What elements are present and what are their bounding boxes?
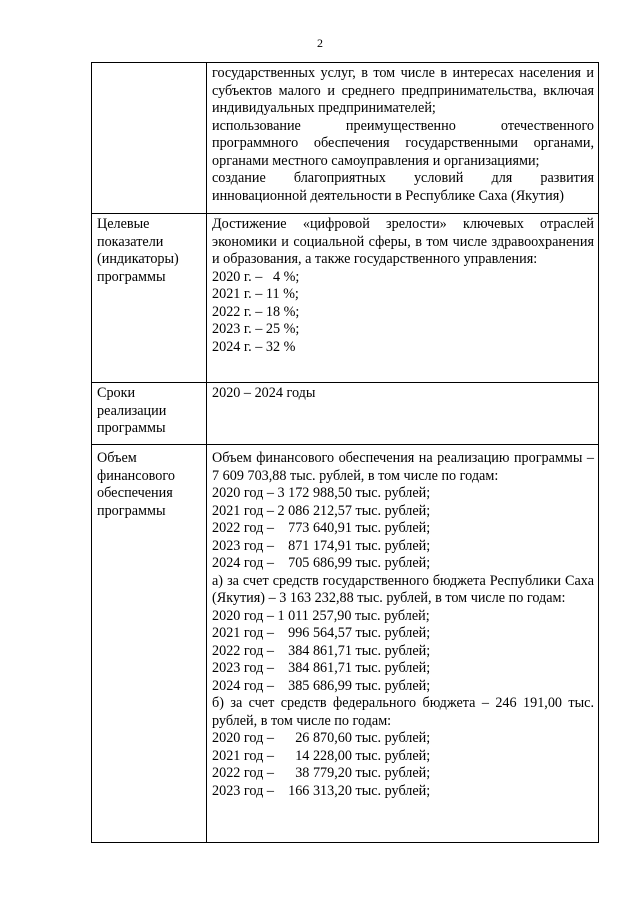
page-number: 2 (317, 36, 323, 50)
indicator-line: 2024 г. – 32 % (212, 338, 296, 355)
program-passport-table (91, 62, 599, 843)
indicator-line: 2023 г. – 25 %; (212, 321, 300, 337)
row-content-cell (207, 63, 599, 214)
table-row (92, 445, 599, 843)
row-content-cell (207, 383, 599, 445)
federal-year-line: 2022 год – 38 779,20 тыс. рублей; (212, 765, 431, 781)
funding-year-line: 2020 год – 3 172 988,50 тыс. рублей; (212, 485, 431, 501)
funding-year-line: 2021 год – 2 086 212,57 тыс. рублей; (212, 502, 431, 519)
row-label-cell: Сроки реализации программы (92, 383, 207, 445)
paragraph: создание благоприятных условий для развития инновационной деятельности в Республике Саха (Якутия) (212, 170, 594, 204)
period-line: 2020 – 2024 годы (212, 385, 316, 401)
federal-year-line: 2020 год – 26 870,60 тыс. рублей; (212, 730, 431, 746)
regional-year-line: 2023 год – 384 861,71 тыс. рублей; (212, 660, 431, 676)
paragraph: Достижение «цифровой зрелости» ключевых отраслей экономики и социальной сферы, в том числе здравоохранения и образования, а также государственного управления: (212, 216, 594, 267)
indicator-line: 2021 г. – 11 %; (212, 286, 299, 302)
funding-year-line: 2023 год – 871 174,91 тыс. рублей; (212, 537, 431, 554)
federal-year-line: 2023 год – 166 313,20 тыс. рублей; (212, 782, 431, 799)
indicator-line: 2022 г. – 18 %; (212, 303, 300, 320)
regional-year-line: 2021 год – 996 564,57 тыс. рублей; (212, 625, 431, 641)
table-row (92, 383, 599, 445)
row-content-cell (207, 214, 599, 383)
row-label-cell: Объем финансового обеспечения программы (92, 445, 207, 843)
federal-year-line: 2021 год – 14 228,00 тыс. рублей; (212, 747, 431, 764)
paragraph: государственных услуг, в том числе в интересах населения и субъектов малого и среднего предпринимательства, включая индивидуальных предпринимателей; (212, 65, 594, 116)
funding-year-line: 2022 год – 773 640,91 тыс. рублей; (212, 520, 431, 536)
regional-year-line: 2024 год – 385 686,99 тыс. рублей; (212, 677, 431, 694)
indicator-line: 2020 г. – 4 %; (212, 268, 300, 285)
table-row (92, 63, 599, 214)
table-row (92, 214, 599, 383)
row-content-cell (207, 445, 599, 843)
funding-total-paragraph: Объем финансового обеспечения на реализацию программы – 7 609 703,88 тыс. рублей, в том числе по годам: (212, 450, 594, 484)
regional-year-line: 2020 год – 1 011 257,90 тыс. рублей; (212, 607, 430, 624)
paragraph: использование преимущественно отечественного программного обеспечения государственными органами, органами местного самоуправления и организациями; (212, 117, 594, 169)
regional-year-line: 2022 год – 384 861,71 тыс. рублей; (212, 642, 431, 659)
row-label-cell: Целевые показатели (индикаторы) программы (92, 214, 207, 383)
federal-budget-paragraph: б) за счет средств федерального бюджета – 246 191,00 тыс. рублей, в том числе по годам: (212, 695, 594, 729)
row-label-cell (92, 63, 207, 214)
regional-budget-paragraph: а) за счет средств государственного бюджета Республики Саха (Якутия) – 3 163 232,88 тыс. рублей, в том числе по годам: (212, 572, 594, 606)
funding-year-line: 2024 год – 705 686,99 тыс. рублей; (212, 555, 431, 571)
